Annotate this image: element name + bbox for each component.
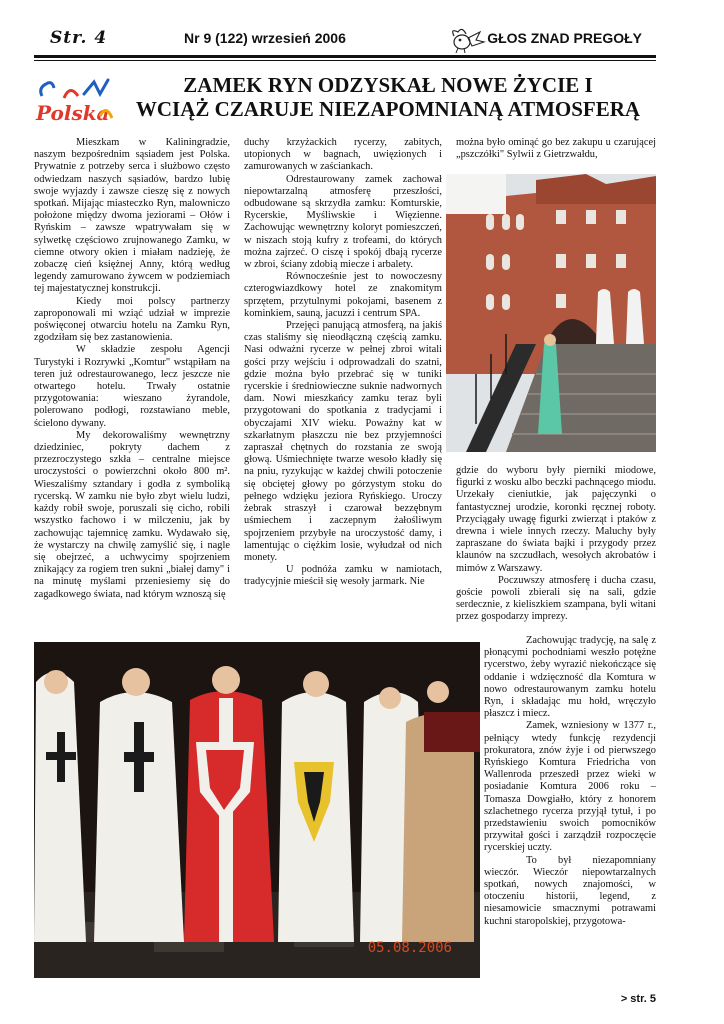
page-header — [34, 26, 656, 56]
masthead-title: GŁOS ZNAD PREGOŁY — [487, 30, 642, 46]
paragraph: Poczuwszy atmosferę i ducha czasu, goście powoli zbierali się na sali, gdzie serdecznie, z kieliszkiem szampana, byli witani przez gospodarzy imprezy. — [456, 574, 656, 623]
paragraph: Zamek, wzniesiony w 1377 r., pełniący wtedy funkcję rezydencji prokuratora, znów żyje i od pierwszego Ryńskiego Komtura Friedricha von Wallenroda przeszedł przez wieki w posiadanie Komtura 2006 roku – Tomasza Dowgiałło, który z honorem szlachetnego rycerza przyjął tytuł, i po przedstawieniu swoich pomocników przywitał gości i zarządził rozpoczęcie rycerskiej uczty. — [484, 720, 656, 854]
paragraph: W składzie zespołu Agencji Turystyki i Rozrywki „Komtur" wstąpiłam na teren już odrestaurowanego, lecz jeszcze nie otwartego hotelu. Trwały ostatnie przygotowania: wieszano żyrandole, polerowano podłogi, rozstawiano meble, ścielono dywany. — [34, 344, 230, 429]
photo-date-stamp: 05.08.2006 — [367, 940, 452, 956]
page-number: Str. 4 — [50, 28, 108, 48]
paragraph: duchy krzyżackich rycerzy, zabitych, utopionych w bagnach, uwięzionych i zamurowanych w zaściankach. — [244, 137, 442, 173]
paragraph: Kiedy moi polscy partnerzy zaproponowali mi wziąć udział w imprezie poświęconej otwarciu hotelu na Zamku Ryn, zgodziłam się bez zastanowienia. — [34, 295, 230, 344]
article-column-1 — [34, 137, 230, 601]
paragraph: Równocześnie jest to nowoczesny czterogwiazdkowy hotel ze znakomitym sprzętem, przytulnymi pokojami, basenem z kominkiem, sauną, jacuzzi i centrum SPA. — [244, 271, 442, 319]
paragraph: można było ominąć go bez zakupu u czarującej „pszczółki" Sylwii z Gietrzwałdu, — [456, 137, 656, 161]
headline-line-2: WCIĄŻ CZARUJE NIEZAPOMNIANĄ ATMOSFERĄ — [135, 97, 641, 121]
paragraph: Mieszkam w Kaliningradzie, naszym bezpośrednim sąsiadem jest Polska. Prywatnie z potrzeby serca i służbowo często odwiedzam naszych sąsiadów, bardzo lubię swoje wyjazdy i zawsze cieszę się z nowych spotkań. Mijając miasteczko Ryn, malowniczo położone między dwoma jeziorami – Ołów i Ryńskim – zawsze wpatrywałam się w sylwetkę częściowo zrujnowanego Zamku, w ciemne otwory okien i miałam nadzieję, że zobaczę cień księżnej Anny, którą według legendy zamurowano żywcem w podziemiach tej majestatycznej konstrukcji. — [34, 137, 230, 295]
article-column-3-top — [456, 137, 656, 161]
logo-text: Polska — [36, 101, 110, 125]
knights-photo-icon — [34, 642, 480, 978]
headline-line-1: ZAMEK RYN ODZYSKAŁ NOWE ŻYCIE I — [183, 73, 593, 97]
paragraph: Odrestaurowany zamek zachował niepowtarzalną atmosferę przeszłości, odbudowane są skrzydła zamku: Komturskie, Rycerskie, Myśliwskie i Więzienne. Zachowując wewnętrzny koloryt pomieszczeń, w niszach stoją kufry z trofeami, do których można zajrzeć. O ciszę i spokój dbają rycerze w zbroi, ściany zdobią miecze i arbalety. — [244, 173, 442, 271]
bird-emblem-icon — [448, 24, 488, 54]
paragraph: To był niezapomniany wieczór. Wieczór niepowtarzalnych spotkań, nowych znajomości, w otoczeniu historii, legend, z niesamowicie smacznymi potrawami kuchni staropolskiej, przygotowa- — [484, 854, 656, 927]
header-rule-thick — [34, 55, 656, 58]
header-rule-thin — [34, 60, 656, 61]
issue-number: Nr 9 (122) wrzesień 2006 — [184, 30, 346, 46]
polska-logo-icon — [34, 74, 114, 130]
article-column-2 — [244, 137, 442, 589]
paragraph: Zachowując tradycję, na salę z płonącymi pochodniami weszło potężne rycerstwo, żeby wyrazić niekończące się oddanie i wdzięczność dla Komtura w nowo odrestaurowanym zamku hotelu Ryn, i składając mu hołd, wręczyło płaszcz i miecz. — [484, 635, 656, 720]
paragraph: U podnóża zamku w namiotach, tradycyjnie mieścił się wesoły jarmark. Nie — [244, 564, 442, 588]
knights-photo — [34, 642, 480, 978]
paragraph: My dekorowaliśmy wewnętrzny dziedziniec, pokryty dachem z przezroczystego szkła – centralne miejsce uroczystości o powierzchni około 800 m². Wieszaliśmy sztandary i godła z symboliką rycerską. W zamku nie było zbyt wielu ludzi, każdy robił swoje, poruszali się cicho, robili wszystko fachowo i w milczeniu, jak by zachowując tajemnicę zamku. Wydawało się, że wystarczy na chwilę zamyślić się, i nagle się obejrzeć, a uchwycimy spojrzeniem znikający za rogiem tren sukni „białej damy" i na minutę myślami przeniesiemy się do zagadkowego świata, nad którym wznoszą się — [34, 429, 230, 600]
article-headline — [118, 73, 658, 121]
continued-link[interactable]: > str. 5 — [620, 993, 656, 1005]
paragraph: gdzie do wyboru były pierniki miodowe, figurki z wosku albo beczki pachnącego miodu. Urzekały cieniutkie, jak pajęczynki o fantastycznej urodzie, koronki ręcznej roboty. Przyciągały uwagę figurki zwierząt i ptaków z drewna i wiele innych rzeczy. Maluchy były zapraszane do świata bajki i przygody przez klaunów na szczudłach, wesołych akrobatów i mimów z Warszawy. — [456, 465, 656, 574]
article-column-3-bottom — [484, 635, 656, 928]
paragraph: Przejęci panującą atmosferą, na jakiś czas staliśmy się nieodłączną częścią zamku. Nasi odważni rycerze w pełnej zbroi witali gości przy wejściu i odprowadzali do szatni, gdzie można było przebrać się w tuniki rycerskie i średniowieczne suknie nadwornych dam. Nowi mieszkańcy zamku teraz byli przygotowani do spotkania z tradycjami i obyczajami XIV wieku. Poważny kat w szkarłatnym płaszczu nie bez przyjemności zapraszał chętnych do rozstania ze swoją głową. Uśmiechnięte twarze wesoło kładły się na pniu, ryzykując w każdej chwili potoczenie się obciętej głowy po górzystym stoku do pełnego wdzięku jeziora Ryńskiego. Uroczy żebrak straszył i czarował bezzębnym uśmiechem i zaczepnym żałośliwym spojrzeniem przybyłe na uroczystość damy, i lamentując o ciężkim losie, wyłudzał od nich monety. — [244, 320, 442, 563]
castle-photo-icon — [446, 174, 656, 452]
article-column-3-middle — [456, 465, 656, 624]
